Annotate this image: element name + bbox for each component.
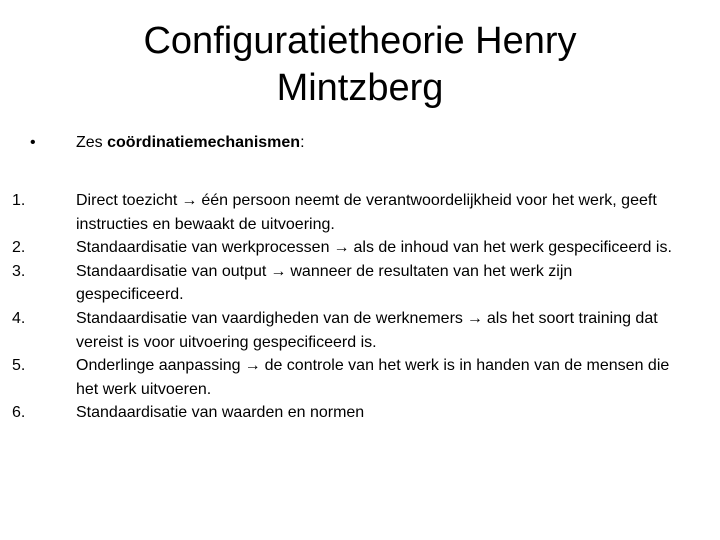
mechanism-number: 3.	[12, 262, 26, 280]
mechanism-description: wanneer de resultaten van het werk zijn gespecificeerd.	[76, 262, 573, 304]
mechanism-item	[12, 236, 672, 260]
arrow-icon: →	[181, 192, 198, 209]
mechanism-description: één persoon neemt de verantwoordelijkheid voor het werk, geeft instructies en bewaakt de uitvoering.	[76, 192, 657, 233]
mechanism-description: als het soort training dat vereist is voor uitvoering gespecificeerd is.	[76, 309, 658, 351]
slide-title: Configuratietheorie Henry Mintzberg	[143, 20, 577, 109]
intro-emphasis: coördinatiemechanismen	[107, 134, 301, 151]
mechanism-item	[12, 189, 672, 236]
mechanism-description: de controle van het werk is in handen van de mensen die het werk uitvoeren.	[76, 357, 670, 398]
arrow-icon: →	[466, 309, 483, 327]
mechanism-number: 4.	[12, 309, 26, 327]
arrow-icon: →	[244, 357, 261, 375]
intro-prefix: Zes	[76, 134, 108, 151]
mechanism-number: 5.	[12, 357, 26, 375]
mechanism-name: Onderlinge aanpassing	[76, 357, 241, 375]
mechanism-number: 6.	[12, 404, 26, 422]
mechanism-number: 2.	[12, 239, 26, 257]
mechanism-item	[12, 260, 672, 307]
intro-text	[76, 133, 305, 153]
intro-suffix: :	[300, 134, 305, 151]
arrow-icon: →	[270, 262, 287, 280]
mechanism-item	[12, 354, 672, 401]
mechanism-list	[12, 189, 672, 425]
mechanism-description: als de inhoud van het werk gespecificeerd is.	[353, 239, 672, 257]
mechanism-item	[12, 307, 672, 354]
mechanism-item	[12, 401, 672, 425]
mechanism-name: Standaardisatie van output	[76, 262, 267, 280]
mechanism-name: Standaardisatie van waarden en normen	[76, 404, 365, 422]
mechanism-name: Direct toezicht	[76, 192, 178, 209]
mechanism-number: 1.	[12, 192, 26, 209]
bullet-marker: •	[30, 134, 36, 151]
arrow-icon: →	[333, 239, 350, 257]
mechanism-name: Standaardisatie van vaardigheden van de werknemers	[76, 309, 463, 327]
mechanism-name: Standaardisatie van werkprocessen	[76, 239, 330, 257]
